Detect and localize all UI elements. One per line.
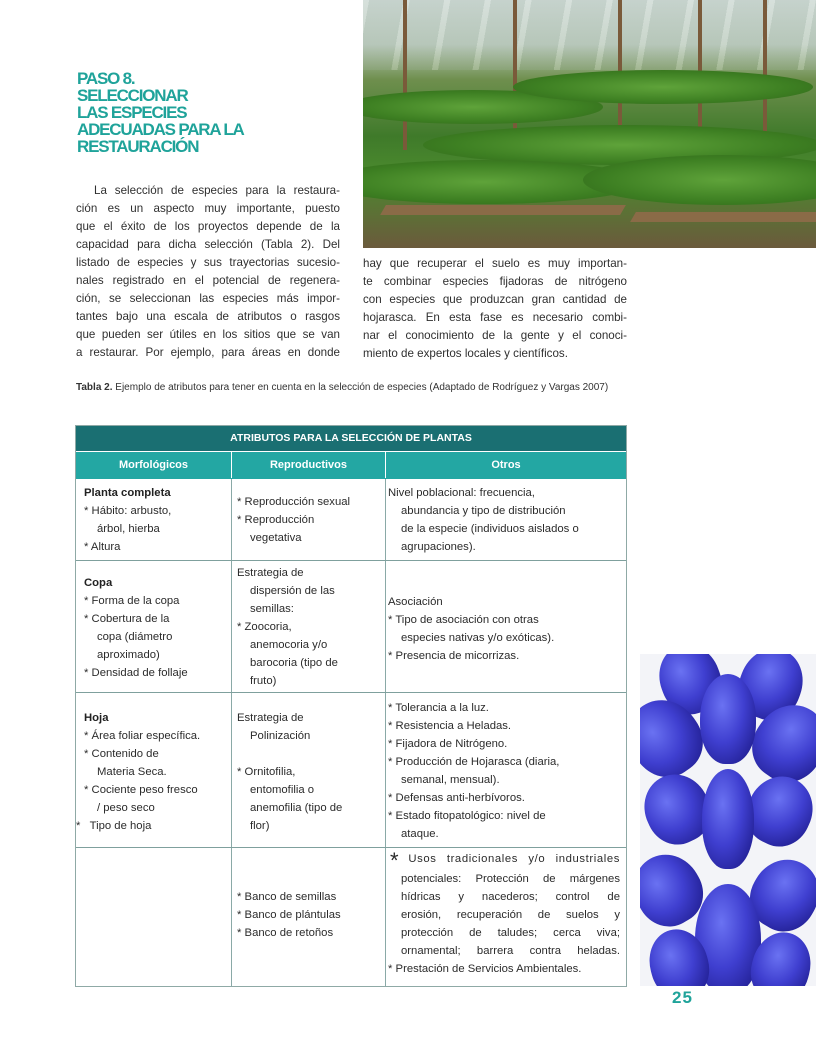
caption-text: Ejemplo de atributos para tener en cuenta en la selección de especies (Adaptado de Rodríguez y Vargas 2007) bbox=[115, 382, 609, 393]
cell-line: * Cociente peso fresco bbox=[84, 784, 198, 796]
table-cell bbox=[84, 484, 230, 556]
text-line: con especies que produzcan gran cantidad de bbox=[363, 293, 627, 306]
table-cell bbox=[76, 709, 230, 835]
text-line: nar el conocimiento de la gente y el conoci- bbox=[363, 329, 627, 342]
cell-line: * Zoocoria, bbox=[237, 621, 292, 633]
text-line: tantes bajo una escala de atributos o rasgos bbox=[76, 310, 340, 323]
text-line: listado de especies y sus trayectorias sucesio- bbox=[76, 256, 340, 269]
cell-line: barocoria (tipo de bbox=[250, 657, 338, 669]
table-cell bbox=[237, 564, 383, 690]
text-line: que el éxito de los proyectos depende de la bbox=[76, 220, 340, 233]
cell-line: * Banco de semillas bbox=[237, 891, 337, 903]
table-cell bbox=[388, 484, 624, 556]
cell-line: * Resistencia a Heladas. bbox=[388, 720, 512, 732]
table-cell bbox=[388, 850, 620, 978]
text-line: a restaurar. Por ejemplo, para áreas en donde bbox=[76, 346, 340, 359]
text-line: nales registrado en el potencial de regenera- bbox=[76, 274, 340, 287]
cell-line: semanal, mensual). bbox=[401, 774, 500, 786]
cell-line: protección de taludes; cerca viva; bbox=[401, 927, 620, 939]
table-cell bbox=[237, 709, 383, 835]
cell-line: * Reproducción bbox=[237, 514, 315, 526]
column-header-reproductivos: Reproductivos bbox=[232, 452, 385, 478]
cell-line: erosión, recuperación de suelos y bbox=[401, 909, 620, 921]
cell-line: * Tipo de asociación con otras bbox=[388, 614, 539, 626]
cell-line bbox=[388, 848, 620, 873]
cell-line: ornamental; barrera contra heladas. bbox=[401, 945, 620, 957]
cell-line: * Banco de plántulas bbox=[237, 909, 341, 921]
cell-line: * Producción de Hojarasca (diaria, bbox=[388, 756, 560, 768]
section-heading bbox=[77, 70, 307, 155]
cell-line: Polinización bbox=[250, 730, 311, 742]
text-line: que pueden ser útiles en los sitios que se van bbox=[76, 328, 340, 341]
cell-text: Usos tradicionales y/o industriales bbox=[408, 853, 620, 865]
cell-line: * Tipo de hoja bbox=[76, 820, 152, 832]
cell-line: Estrategia de bbox=[237, 712, 304, 724]
cell-line: * Cobertura de la bbox=[84, 613, 170, 625]
cell-line: dispersión de las bbox=[250, 585, 335, 597]
lupine-flower-photo bbox=[640, 654, 816, 986]
text-line: te combinar especies fijadoras de nitrógeno bbox=[363, 275, 627, 288]
text-line: hojarasca. En esta fase es necesario combi- bbox=[363, 311, 627, 324]
cell-line: vegetativa bbox=[250, 532, 302, 544]
cell-line bbox=[237, 745, 383, 763]
cell-line: / peso seco bbox=[97, 802, 155, 814]
table-cell bbox=[388, 593, 624, 665]
body-paragraph-right bbox=[363, 255, 627, 363]
column-header-otros: Otros bbox=[386, 452, 626, 478]
cell-line: * Prestación de Servicios Ambientales. bbox=[388, 963, 582, 975]
cell-title: Planta completa bbox=[84, 487, 171, 499]
caption-label: Tabla 2. bbox=[76, 382, 113, 393]
cell-line: anemocoria y/o bbox=[250, 639, 328, 651]
cell-line: * Presencia de micorrizas. bbox=[388, 650, 520, 662]
cell-line: * Hábito: arbusto, bbox=[84, 505, 172, 517]
cell-line: Nivel poblacional: frecuencia, bbox=[388, 487, 535, 499]
body-paragraph-left bbox=[76, 182, 340, 362]
cell-line: * Contenido de bbox=[84, 748, 159, 760]
cell-line: aproximado) bbox=[97, 649, 160, 661]
cell-line: de la especie (individuos aislados o bbox=[401, 523, 579, 535]
text-line: ción, se seleccionan las especies más impor- bbox=[76, 292, 340, 305]
cell-line: * Banco de retoños bbox=[237, 927, 334, 939]
heading-line: LAS ESPECIES bbox=[77, 103, 187, 122]
cell-line: agrupaciones). bbox=[401, 541, 476, 553]
text-line: hay que recuperar el suelo es muy importan- bbox=[363, 257, 627, 270]
cell-line: potenciales: Protección de márgenes bbox=[401, 873, 620, 885]
bullet-star: * bbox=[390, 848, 399, 873]
heading-line: SELECCIONAR bbox=[77, 86, 188, 105]
cell-line: especies nativas y/o exóticas). bbox=[401, 632, 555, 644]
cell-line: * Altura bbox=[84, 541, 121, 553]
cell-line: hídricas y nacederos; control de bbox=[401, 891, 620, 903]
table-cell bbox=[237, 493, 383, 547]
cell-line: * Área foliar específica. bbox=[84, 730, 201, 742]
column-header-morfologicos: Morfológicos bbox=[76, 452, 231, 478]
cell-line: anemofilia (tipo de bbox=[250, 802, 343, 814]
cell-line: * Defensas anti-herbívoros. bbox=[388, 792, 525, 804]
table-title: ATRIBUTOS PARA LA SELECCIÓN DE PLANTAS bbox=[76, 426, 626, 451]
greenhouse-photo bbox=[363, 0, 816, 248]
cell-title: Copa bbox=[84, 577, 113, 589]
cell-line: entomofilia o bbox=[250, 784, 315, 796]
cell-line: Materia Seca. bbox=[97, 766, 167, 778]
cell-line: ataque. bbox=[401, 828, 439, 840]
cell-line: flor) bbox=[250, 820, 270, 832]
text-line: capacidad para dicha selección (Tabla 2). Del bbox=[76, 238, 340, 251]
cell-line: fruto) bbox=[250, 675, 277, 687]
text-line: La selección de especies para la restaura- bbox=[94, 184, 340, 197]
cell-line: * Densidad de follaje bbox=[84, 667, 188, 679]
cell-line: * Tolerancia a la luz. bbox=[388, 702, 489, 714]
heading-line: RESTAURACIÓN bbox=[77, 137, 199, 156]
text-line: ción es un aspecto muy importante, puesto bbox=[76, 202, 340, 215]
table-cell bbox=[237, 888, 383, 942]
table-cell bbox=[84, 574, 230, 682]
cell-line: * Fijadora de Nitrógeno. bbox=[388, 738, 508, 750]
table-caption bbox=[76, 380, 632, 396]
cell-line: * Forma de la copa bbox=[84, 595, 180, 607]
cell-title: Hoja bbox=[84, 712, 109, 724]
cell-line: Estrategia de bbox=[237, 567, 304, 579]
cell-title: Asociación bbox=[388, 596, 443, 608]
cell-line: * Ornitofilia, bbox=[237, 766, 296, 778]
text-line: miento de expertos locales y científicos. bbox=[363, 347, 568, 360]
cell-line: * Estado fitopatológico: nivel de bbox=[388, 810, 546, 822]
cell-line: árbol, hierba bbox=[97, 523, 160, 535]
heading-line: ADECUADAS PARA LA bbox=[77, 120, 244, 139]
attributes-table bbox=[75, 425, 627, 987]
cell-line: abundancia y tipo de distribución bbox=[401, 505, 566, 517]
page-number: 25 bbox=[672, 988, 693, 1007]
heading-line: PASO 8. bbox=[77, 69, 135, 88]
cell-line: * Reproducción sexual bbox=[237, 496, 351, 508]
cell-line: copa (diámetro bbox=[97, 631, 173, 643]
cell-line: semillas: bbox=[250, 603, 294, 615]
table-cell bbox=[388, 699, 624, 843]
